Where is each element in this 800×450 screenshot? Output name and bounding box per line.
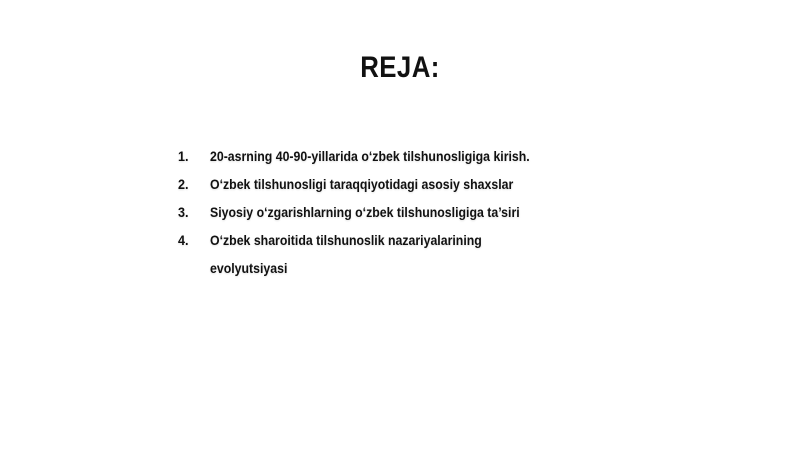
- list-item-number: 4.: [178, 232, 189, 248]
- list-item-number: 1.: [178, 148, 189, 164]
- list-item-text: Siyosiy o‘zgarishlarning o‘zbek tilshunosligiga ta’siri: [210, 204, 520, 220]
- list-item-text: O‘zbek tilshunosligi taraqqiyotidagi asosiy shaxslar: [210, 176, 514, 192]
- list-item-number: 3.: [178, 204, 189, 220]
- slide-title: REJA:: [360, 51, 440, 84]
- plan-list: [178, 142, 598, 282]
- list-item-number: 2.: [178, 176, 189, 192]
- list-item: [178, 170, 598, 198]
- list-item: [178, 142, 598, 170]
- list-item: [178, 226, 598, 282]
- list-item-text: O‘zbek sharoitida tilshunoslik nazariyalarining evolyutsiyasi: [210, 232, 482, 276]
- list-item-text: 20-asrning 40-90-yillarida o‘zbek tilshunosligiga kirish.: [210, 148, 530, 164]
- list-item: [178, 198, 598, 226]
